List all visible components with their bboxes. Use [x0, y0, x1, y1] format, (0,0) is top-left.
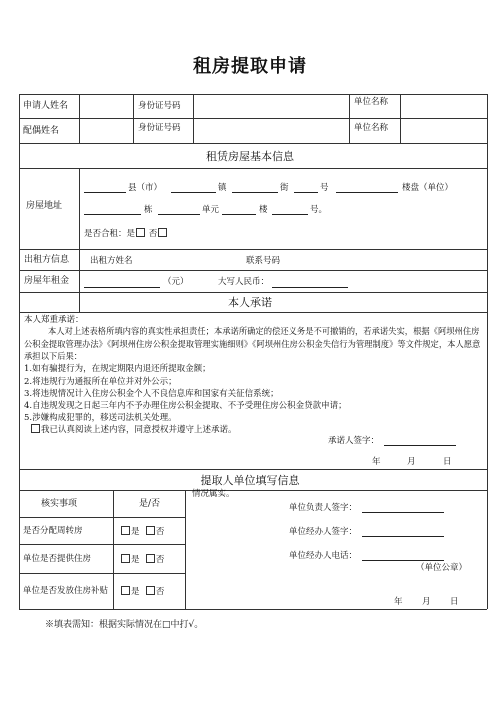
- addr-building: 栋: [144, 205, 153, 215]
- footnote: ※填表需知：根据实际情况在□中打√。: [45, 620, 204, 630]
- rent-unit: （元）: [163, 277, 189, 287]
- rental-section-header: 租赁房屋基本信息: [206, 150, 294, 163]
- address-label: 房屋地址: [26, 201, 63, 211]
- commit-month: 月: [407, 457, 416, 467]
- spouse-name-label: 配偶姓名: [23, 126, 60, 136]
- commitment-paragraph: 本人对上述表格所填内容的真实性承担责任；本承诺所确定的偿还义务是不可撤销的，若承诺失实，根据《阿坝州住房公积金提取管理办法》《阿坝州住房公积金提取管理实施细则》《阿坝州住房公积金失信行为管理制度》等文件规定，本人愿意承担以下后果：: [24, 326, 481, 362]
- col-verify-item: 核实事项: [41, 499, 78, 509]
- shared-rent-label: 是否合租：: [84, 229, 127, 239]
- row3-no-label: 否: [155, 587, 165, 597]
- commitment-header: 本人承诺: [228, 296, 272, 309]
- shared-yes-checkbox[interactable]: [136, 228, 145, 237]
- spouse-unit-label: 单位名称: [354, 123, 389, 133]
- row2-no-label: 否: [155, 555, 165, 565]
- row2-no-checkbox[interactable]: [146, 554, 155, 563]
- shared-rent-row: [84, 228, 168, 239]
- verify-row-1-options: [120, 526, 164, 537]
- unit-year: 年: [394, 597, 403, 607]
- unit-day: 日: [450, 597, 459, 607]
- commitment-item-2: 2.将违规行为通报所在单位并对外公示；: [24, 377, 177, 387]
- row1-no-label: 否: [155, 527, 165, 537]
- unit-month: 月: [422, 597, 431, 607]
- row1-no-checkbox[interactable]: [146, 526, 155, 535]
- spouse-id-label: 身份证号码: [138, 123, 181, 133]
- row3-yes-label: 是: [131, 587, 140, 597]
- landlord-phone-label: 联系号码: [246, 256, 281, 266]
- commitment-intro: 本人郑重承诺：: [24, 315, 84, 325]
- confirm-checkbox[interactable]: [31, 424, 40, 433]
- unit-statement: 情况属实。: [192, 489, 235, 499]
- row3-no-checkbox[interactable]: [146, 586, 155, 595]
- col-yes-no: 是/否: [139, 499, 161, 509]
- row1-yes-label: 是: [131, 527, 140, 537]
- addr-unit: 单元: [202, 205, 220, 215]
- applicant-name-label: 申请人姓名: [23, 101, 69, 111]
- leader-sign-label: 单位负责人签字：: [289, 503, 358, 513]
- addr-town: 镇: [218, 183, 227, 193]
- row1-yes-checkbox[interactable]: [121, 526, 130, 535]
- commitment-item-3: 3.将违规情况计入住房公积金个人不良信息库和国家有关征信系统；: [24, 389, 279, 399]
- annual-rent-label: 房屋年租金: [24, 276, 70, 286]
- confirm-row: [30, 424, 237, 435]
- commitment-item-1: 1.如有骗提行为，在规定期限内退还所提取金额；: [24, 364, 211, 374]
- verify-row-3-options: [120, 586, 164, 597]
- addr-street: 街: [280, 183, 289, 193]
- row2-yes-checkbox[interactable]: [121, 554, 130, 563]
- unit-section-header: 提取人单位填写信息: [200, 474, 300, 487]
- signer-label: 承诺人签字：: [328, 436, 380, 446]
- applicant-id-label: 身份证号码: [138, 101, 181, 111]
- row2-yes-label: 是: [131, 555, 140, 565]
- addr-room: 号。: [310, 205, 328, 215]
- landlord-info-label: 出租方信息: [24, 255, 70, 265]
- unit-seal: （单位公章）: [416, 563, 468, 573]
- commitment-item-4: 4.自违规发现之日起三年内不予办理住房公积金提取、不予受理住房公积金贷款申请；: [24, 401, 347, 411]
- commit-year: 年: [372, 457, 381, 467]
- row3-yes-checkbox[interactable]: [121, 586, 130, 595]
- shared-no-checkbox[interactable]: [158, 228, 167, 237]
- addr-number: 号: [320, 183, 329, 193]
- handler-sign-label: 单位经办人签字：: [289, 527, 358, 537]
- addr-county: 县（市）: [128, 183, 163, 193]
- addr-floor: 楼: [259, 205, 268, 215]
- page-title: 租房提取申请: [193, 56, 307, 77]
- landlord-name-label: 出租方姓名: [90, 256, 133, 266]
- handler-phone-label: 单位经办人电话：: [289, 551, 358, 561]
- commitment-item-5: 5.涉嫌构成犯罪的，移送司法机关处理。: [24, 413, 177, 423]
- verify-row-3-label: 单位是否发放住房补贴: [23, 586, 109, 596]
- verify-row-2-label: 单位是否提供住房: [23, 554, 92, 564]
- commit-day: 日: [443, 457, 452, 467]
- shared-yes-label: 是: [126, 229, 136, 239]
- confirm-text: 我已认真阅读上述内容，同意授权并遵守上述承诺。: [41, 425, 237, 435]
- addr-estate: 楼盘（单位）: [402, 183, 454, 193]
- applicant-unit-label: 单位名称: [354, 97, 389, 107]
- rent-capital-label: 大写人民币：: [218, 277, 270, 287]
- verify-row-1-label: 是否分配周转房: [23, 526, 83, 536]
- verify-row-2-options: [120, 554, 164, 565]
- shared-no-label: 否: [148, 229, 158, 239]
